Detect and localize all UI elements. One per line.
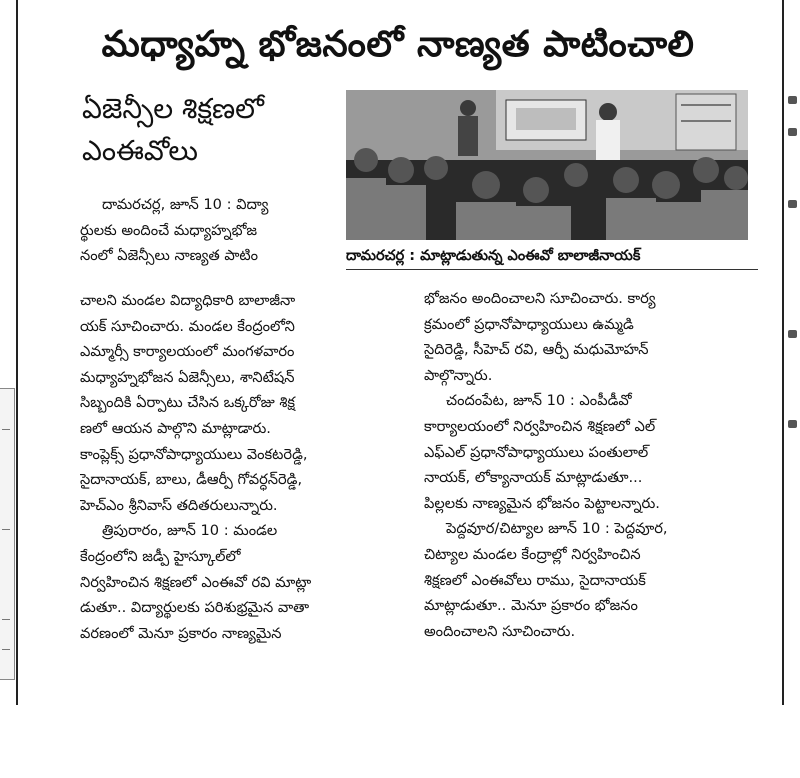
article-line: మాట్లాడుతూ.. మెనూ ప్రకారం భోజనం — [424, 597, 638, 615]
article-line: మధ్యాహ్నభోజన ఏజెన్సీలు, శానిటేషన్ — [80, 368, 295, 386]
headline: మధ్యాహ్న భోజనంలో నాణ్యత పాటించాలి — [101, 24, 695, 65]
article-line: ఎమ్మార్సీ కార్యాలయంలో మంగళవారం — [80, 343, 295, 361]
article-line: సిబ్బందికి ఏర్పాటు చేసిన ఒక్కరోజు శిక్ష — [80, 394, 296, 412]
article-line: ర్థులకు అందించే మధ్యాహ్నభోజ — [80, 221, 258, 239]
article-line: చిట్యాల మండల కేంద్రాల్లో నిర్వహించిన — [424, 545, 641, 563]
fragment-mark — [2, 619, 10, 620]
article-line: పాల్గొన్నారు. — [424, 366, 493, 384]
article-line: సైదానాయక్, బాలు, డీఆర్పీ గోవర్ధన్‌రెడ్డి, — [80, 471, 303, 489]
fragment-mark — [2, 529, 10, 530]
subhead-line: ఏజెన్సీల శిక్షణలో — [82, 92, 264, 125]
fragment-mark — [788, 200, 797, 208]
right-column-rule — [782, 0, 784, 705]
article-line: హెచ్ఎం శ్రీనివాస్ తదితరులున్నారు. — [80, 496, 278, 514]
article-line: కాంప్లెక్స్ ప్రధానోపాధ్యాయులు వెంకటరెడ్డి, — [80, 445, 308, 463]
article-column-left — [80, 288, 410, 646]
fragment-mark — [2, 649, 10, 650]
article-line: సైదిరెడ్డి, సీహెచ్ రవి, ఆర్పీ మధుమోహన్ — [424, 341, 649, 359]
article-column-intro — [80, 192, 338, 269]
news-photo — [346, 90, 748, 240]
article-line: శిక్షణలో ఎంఈవోలు రాము, సైదానాయక్ — [424, 571, 646, 589]
fragment-mark — [788, 330, 797, 338]
right-page-edge — [778, 0, 800, 705]
article-line: పిల్లలకు నాణ్యమైన భోజనం పెట్టాలన్నారు. — [424, 494, 660, 512]
article-line: డుతూ.. విద్యార్థులకు పరిశుభ్రమైన వాతా — [80, 599, 310, 617]
article-line: అందించాలని సూచించారు. — [424, 622, 576, 640]
article-line: కార్యాలయంలో నిర్వహించిన శిక్షణలో ఎల్ — [424, 417, 656, 435]
article-line: క్రమంలో ప్రధానోపాధ్యాయులు ఉమ్మడి — [424, 315, 634, 333]
photo-caption: దామరచర్ల : మాట్లాడుతున్న ఎంఈవో బాలాజీనాయక్ — [346, 243, 758, 270]
fragment-mark — [788, 420, 797, 428]
fragment-mark — [2, 429, 10, 430]
article-line: వరణంలో మెనూ ప్రకారం నాణ్యమైన — [80, 624, 282, 642]
article-line: చాలని మండల విద్యాధికారి బాలాజీనా — [80, 292, 296, 309]
article-line: ణలో ఆయన పాల్గొని మాట్లాడారు. — [80, 419, 271, 437]
article-line: పెద్దవూర/చిట్యాల జూన్ 10 : పెద్దవూర, — [446, 520, 668, 538]
article-line: నిర్వహించిన శిక్షణలో ఎంఈవో రవి మాట్లా — [80, 573, 312, 591]
fragment-mark — [788, 96, 797, 104]
article-line: నాయక్, లోక్యానాయక్ మాట్లాడుతూ... — [424, 469, 643, 487]
left-page-edge — [0, 0, 22, 705]
article-line: నంలో ఏజెన్సీలు నాణ్యత పాటిం — [80, 247, 259, 265]
article-column-right — [424, 286, 752, 644]
article-line: చందంపేట, జూన్ 10 : ఎంపీడీవో — [446, 392, 632, 410]
article-line: కేంద్రంలోని జడ్పీ హైస్కూల్‌లో — [80, 547, 241, 565]
article-line: భోజనం అందించాలని సూచించారు. కార్య — [424, 290, 656, 307]
classroom-meeting-image — [346, 90, 748, 240]
subheadline — [82, 88, 337, 172]
article-line: యక్ సూచించారు. మండల కేంద్రంలోని — [80, 317, 295, 335]
left-column-rule — [16, 0, 18, 705]
fragment-mark — [788, 128, 797, 136]
subhead-line: ఎంఈవోలు — [82, 134, 198, 167]
neighbor-clipping-fragment — [0, 388, 15, 680]
article-line: దామరచర్ల, జూన్ 10 : విద్యా — [102, 196, 269, 213]
article-line: ఎఫ్ఎల్ ప్రధానోపాధ్యాయులు పంతులాల్ — [424, 443, 649, 461]
article-line: త్రిపురారం, జూన్ 10 : మండల — [102, 522, 278, 540]
